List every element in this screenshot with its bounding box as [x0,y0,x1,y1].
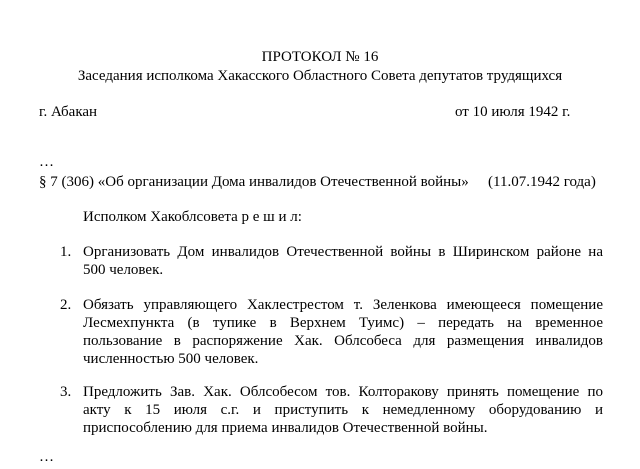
ellipsis-bottom: … [39,449,54,465]
list-item-text [83,383,603,437]
decision-intro: Исполком Хакоблсовета р е ш и л: [83,209,302,225]
list-item-line: Обязать управляющего Хаклестрестом т. Зеленкова имеющееся помещение [83,297,603,313]
protocol-subtitle: Заседания исполкома Хакасского Областного Совета депутатов трудящихся [77,68,563,84]
list-item-text [83,243,603,279]
list-item-line: Лесмехпункта (в тупике в Верхнем Туимс) – передать на временное [83,315,603,331]
list-item-number: 1. [60,244,72,260]
list-item-line: приспособлению для приема инвалидов Отечественной войны. [83,420,488,436]
protocol-city: г. Абакан [39,104,98,120]
list-item-line: пользование в распоряжение Хак. Облсобеса для размещения инвалидов [83,333,603,349]
list-item-line: численностью 500 человек. [83,351,259,367]
section-heading-date: (11.07.1942 года) [488,174,596,190]
list-item-number: 3. [60,384,72,400]
list-item-text [83,296,603,368]
ellipsis-top: … [39,154,54,170]
list-item-line: Предложить Зав. Хак. Облсобесом тов. Колторакову принять помещение по [83,384,603,400]
list-item-line: акту к 15 июля с.г. и приступить к немедленному оборудованию и [83,402,603,418]
list-item-number: 2. [60,297,72,313]
protocol-title: ПРОТОКОЛ № 16 [261,49,379,65]
list-item-line: 500 человек. [83,262,164,278]
list-item-line: Организовать Дом инвалидов Отечественной войны в Ширинском районе на [83,244,603,260]
protocol-date: от 10 июля 1942 г. [455,104,571,120]
section-heading: § 7 (306) «Об организации Дома инвалидов Отечественной войны» [39,174,469,190]
